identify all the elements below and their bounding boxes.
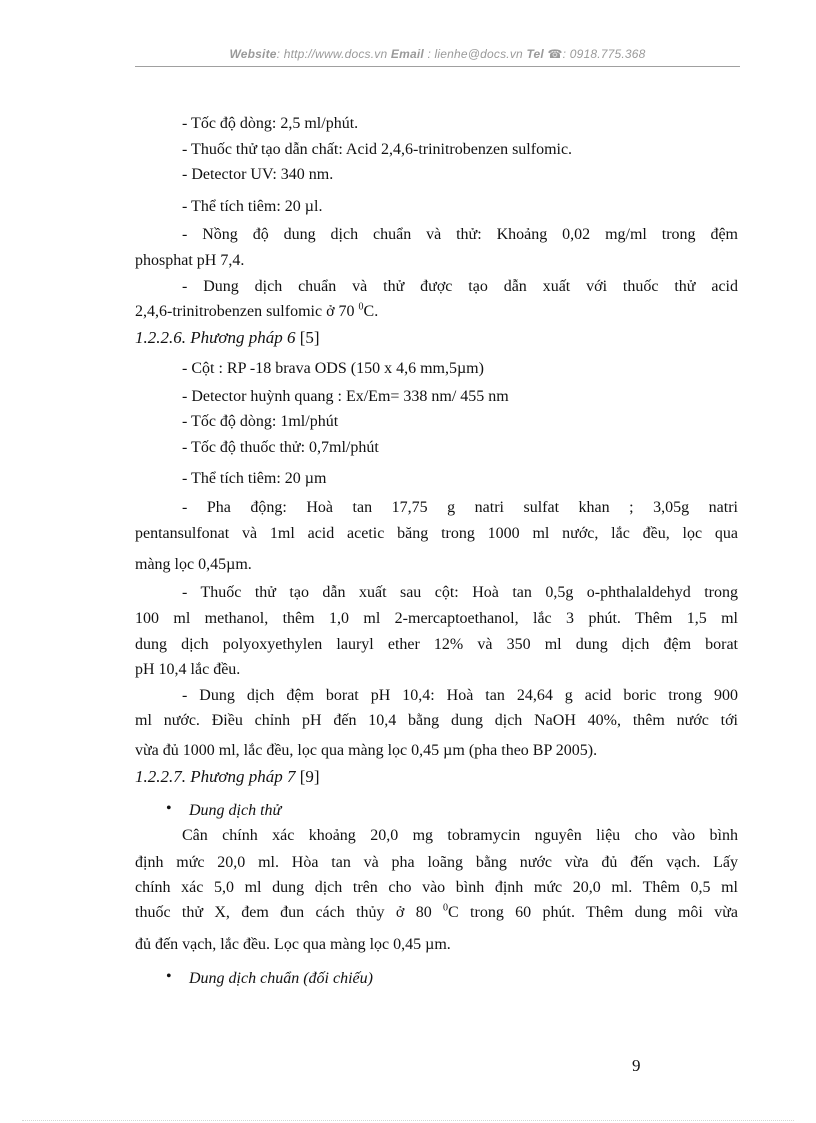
text-span: C. (363, 303, 379, 320)
bullet-item-test-solution: Dung dịch thử (189, 802, 282, 819)
text-line: phosphat pH 7,4. (135, 252, 245, 269)
text-line: - Dung dịch chuẩn và thử được tạo dẫn xuất với thuốc thử acid (182, 278, 738, 295)
website-label: Website (229, 47, 277, 61)
text-line: - Pha động: Hoà tan 17,75 g natri sulfat khan ; 3,05g natri (182, 499, 738, 516)
text-line: - Thể tích tiêm: 20 µl. (182, 198, 323, 215)
header-rule (135, 66, 740, 67)
footer-dotted-rule (22, 1120, 794, 1121)
text-line: - Thuốc thử tạo dẫn chất: Acid 2,4,6-trinitrobenzen sulfomic. (182, 141, 573, 158)
text-line: - Dung dịch đệm borat pH 10,4: Hoà tan 24,64 g acid boric trong 900 (182, 687, 738, 704)
text-line: - Tốc độ thuốc thử: 0,7ml/phút (182, 439, 379, 456)
text-line: màng lọc 0,45µm. (135, 556, 252, 573)
email-label: Email (390, 47, 424, 61)
text-line: vừa đủ 1000 ml, lắc đều, lọc qua màng lọc 0,45 µm (pha theo BP 2005). (135, 742, 598, 759)
text-line: - Thuốc thử tạo dẫn xuất sau cột: Hoà tan 0,5g o-phthalaldehyd trong (182, 584, 738, 601)
degree-superscript: 0 (358, 301, 364, 313)
text-line: pentansulfonat và 1ml acid acetic băng trong 1000 ml nước, lắc đều, lọc qua (135, 525, 738, 542)
text-line: định mức 20,0 ml. Hòa tan và pha loãng bằng nước vừa đủ đến vạch. Lấy (135, 854, 738, 871)
text-line: chính xác 5,0 ml dung dịch trên cho vào bình định mức 20,0 ml. Thêm 0,5 ml (135, 879, 738, 896)
bullet-icon: • (166, 968, 172, 985)
tel-value: : 0918.775.368 (562, 47, 646, 61)
section-heading-1-2-2-7 (135, 767, 320, 787)
text-line: - Detector huỳnh quang : Ex/Em= 338 nm/ 455 nm (182, 388, 509, 405)
email-value: : lienhe@docs.vn (427, 47, 523, 61)
heading-text: 1.2.2.7. Phương pháp 7 (135, 767, 296, 786)
text-line (135, 903, 738, 923)
text-span: 2,4,6-trinitrobenzen sulfomic ở 70 (135, 303, 359, 320)
text-line: Cân chính xác khoảng 20,0 mg tobramycin nguyên liệu cho vào bình (182, 827, 738, 844)
page-header (135, 47, 740, 61)
section-heading-1-2-2-6 (135, 328, 320, 348)
text-line: đủ đến vạch, lắc đều. Lọc qua màng lọc 0,45 µm. (135, 936, 451, 953)
text-line: - Thể tích tiêm: 20 µm (182, 470, 327, 487)
text-line: - Nồng độ dung dịch chuẩn và thử: Khoảng 0,02 mg/ml trong đệm (182, 226, 738, 243)
text-line: - Detector UV: 340 nm. (182, 166, 334, 183)
tel-label: Tel (526, 47, 544, 61)
text-line: - Tốc độ dòng: 2,5 ml/phút. (182, 115, 359, 132)
heading-reference: [5] (295, 328, 320, 347)
text-span: C trong 60 phút. Thêm dung môi vừa (448, 904, 738, 921)
phone-icon: ☎ (547, 47, 563, 61)
text-line: ml nước. Điều chỉnh pH đến 10,4 bằng dung dịch NaOH 40%, thêm nước tới (135, 712, 738, 729)
website-value: : http://www.docs.vn (276, 47, 388, 61)
heading-text: 1.2.2.6. Phương pháp 6 (135, 328, 296, 347)
text-line: - Tốc độ dòng: 1ml/phút (182, 413, 339, 430)
text-span: thuốc thử X, đem đun cách thủy ở 80 (135, 904, 444, 921)
page-number: 9 (632, 1056, 641, 1075)
text-line: dung dịch polyoxyethylen lauryl ether 12% và 350 ml dung dịch đệm borat (135, 636, 738, 653)
text-line: pH 10,4 lắc đều. (135, 661, 241, 678)
text-line (135, 302, 378, 322)
bullet-icon: • (166, 800, 172, 817)
degree-superscript: 0 (443, 902, 449, 914)
heading-reference: [9] (295, 767, 320, 786)
text-line: - Cột : RP -18 brava ODS (150 x 4,6 mm,5µm) (182, 360, 484, 377)
text-line: 100 ml methanol, thêm 1,0 ml 2-mercaptoethanol, lắc 3 phút. Thêm 1,5 ml (135, 610, 738, 627)
bullet-item-standard-solution: Dung dịch chuẩn (đối chiếu) (189, 970, 373, 987)
